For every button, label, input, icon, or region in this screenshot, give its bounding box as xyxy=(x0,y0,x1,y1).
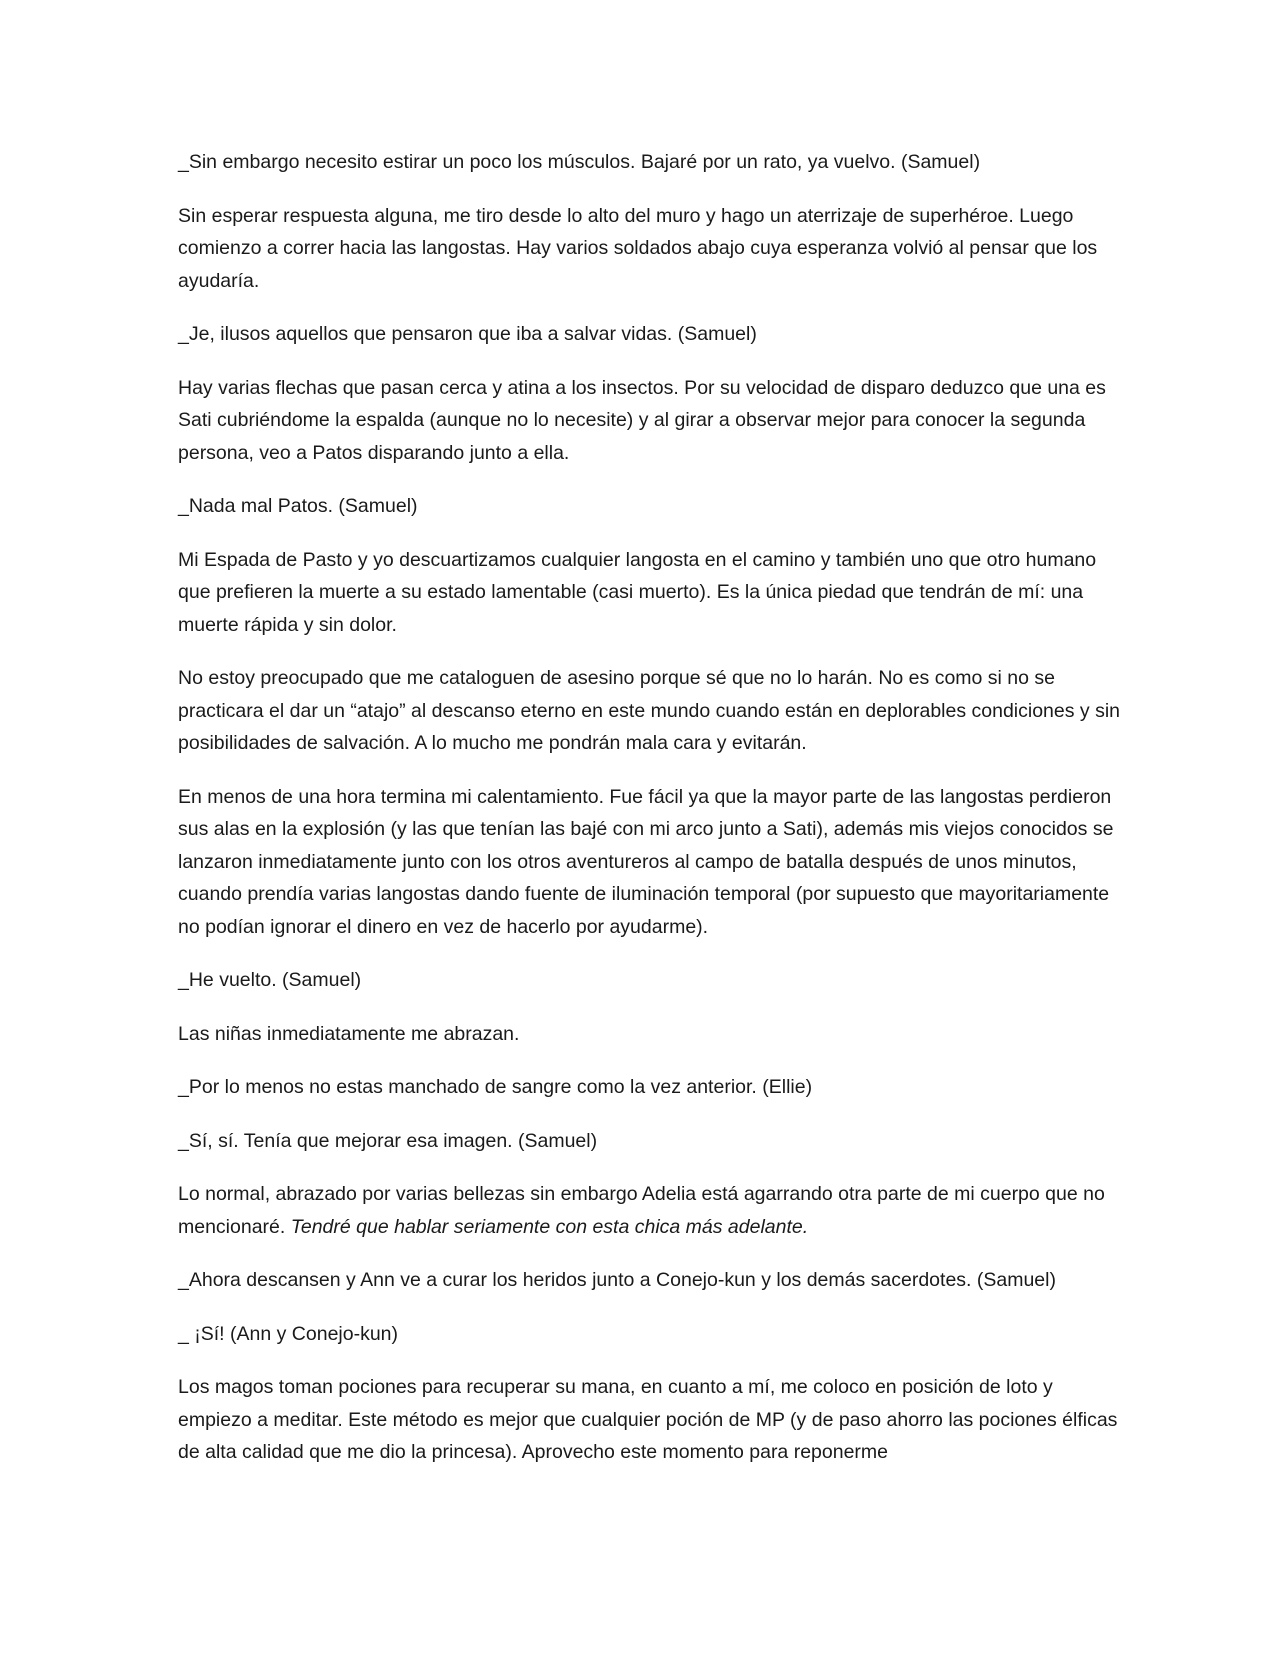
paragraph: Hay varias flechas que pasan cerca y atina a los insectos. Por su velocidad de disparo deduzco que una es Sati cubriéndome la espalda (aunque no lo necesite) y al girar a observar mejor para conocer la segunda persona, veo a Patos disparando junto a ella. xyxy=(178,376,1106,464)
paragraph: _Por lo menos no estas manchado de sangre como la vez anterior. (Ellie) xyxy=(178,1076,813,1098)
paragraph: _Sí, sí. Tenía que mejorar esa imagen. (Samuel) xyxy=(178,1129,598,1152)
paragraph: En menos de una hora termina mi calentamiento. Fue fácil ya que la mayor parte de las langostas perdieron sus alas en la explosión (y las que tenían las bajé con mi arco junto a Sati), además mis viejos conocidos se lanzaron inmediatamente junto con los otros aventureros al campo de batalla después de unos minutos, cuando prendía varias langostas dando fuente de iluminación temporal (por supuesto que mayoritariamente no podían ignorar el dinero en vez de hacerlo por ayudarme). xyxy=(178,785,1114,938)
paragraph: _Ahora descansen y Ann ve a curar los heridos junto a Conejo-kun y los demás sacerdotes. (Samuel) xyxy=(178,1269,1056,1291)
paragraph: _Je, ilusos aquellos que pensaron que iba a salvar vidas. (Samuel) xyxy=(178,323,757,345)
document-body xyxy=(178,146,1123,1490)
italic-thought: Tendré que hablar seriamente con esta chica más adelante. xyxy=(290,1215,809,1238)
paragraph: No estoy preocupado que me cataloguen de asesino porque sé que no lo harán. No es como si no se practicara el dar un “atajo” al descanso eterno en este mundo cuando están en deplorables condiciones y sin posibilidades de salvación. A lo mucho me pondrán mala cara y evitarán. xyxy=(178,667,1121,754)
paragraph: Los magos toman pociones para recuperar su mana, en cuanto a mí, me coloco en posición de loto y empiezo a meditar. Este método es mejor que cualquier poción de MP (y de paso ahorro las pociones élficas de alta calidad que me dio la princesa). Aprovecho este momento para reponerme xyxy=(178,1376,1118,1463)
paragraph: _He vuelto. (Samuel) xyxy=(178,969,362,991)
paragraph: Mi Espada de Pasto y yo descuartizamos cualquier langosta en el camino y también uno que otro humano que prefieren la muerte a su estado lamentable (casi muerto). Es la única piedad que tendrán de mí: una muerte rápida y sin dolor. xyxy=(178,548,1097,636)
paragraph: _Sin embargo necesito estirar un poco los músculos. Bajaré por un rato, ya vuelvo. (Samuel) xyxy=(178,151,981,173)
paragraph xyxy=(178,1178,1123,1243)
paragraph: _ ¡Sí! (Ann y Conejo-kun) xyxy=(178,1322,399,1345)
paragraph-text: Lo normal, abrazado por varias bellezas sin embargo Adelia está agarrando otra parte de mi cuerpo que no mencionaré. xyxy=(178,1183,1105,1238)
paragraph: Sin esperar respuesta alguna, me tiro desde lo alto del muro y hago un aterrizaje de superhéroe. Luego comienzo a correr hacia las langostas. Hay varios soldados abajo cuya esperanza volvió al pensar que los ayudaría. xyxy=(178,204,1098,292)
paragraph: Las niñas inmediatamente me abrazan. xyxy=(178,1022,520,1045)
paragraph: _Nada mal Patos. (Samuel) xyxy=(178,495,418,517)
